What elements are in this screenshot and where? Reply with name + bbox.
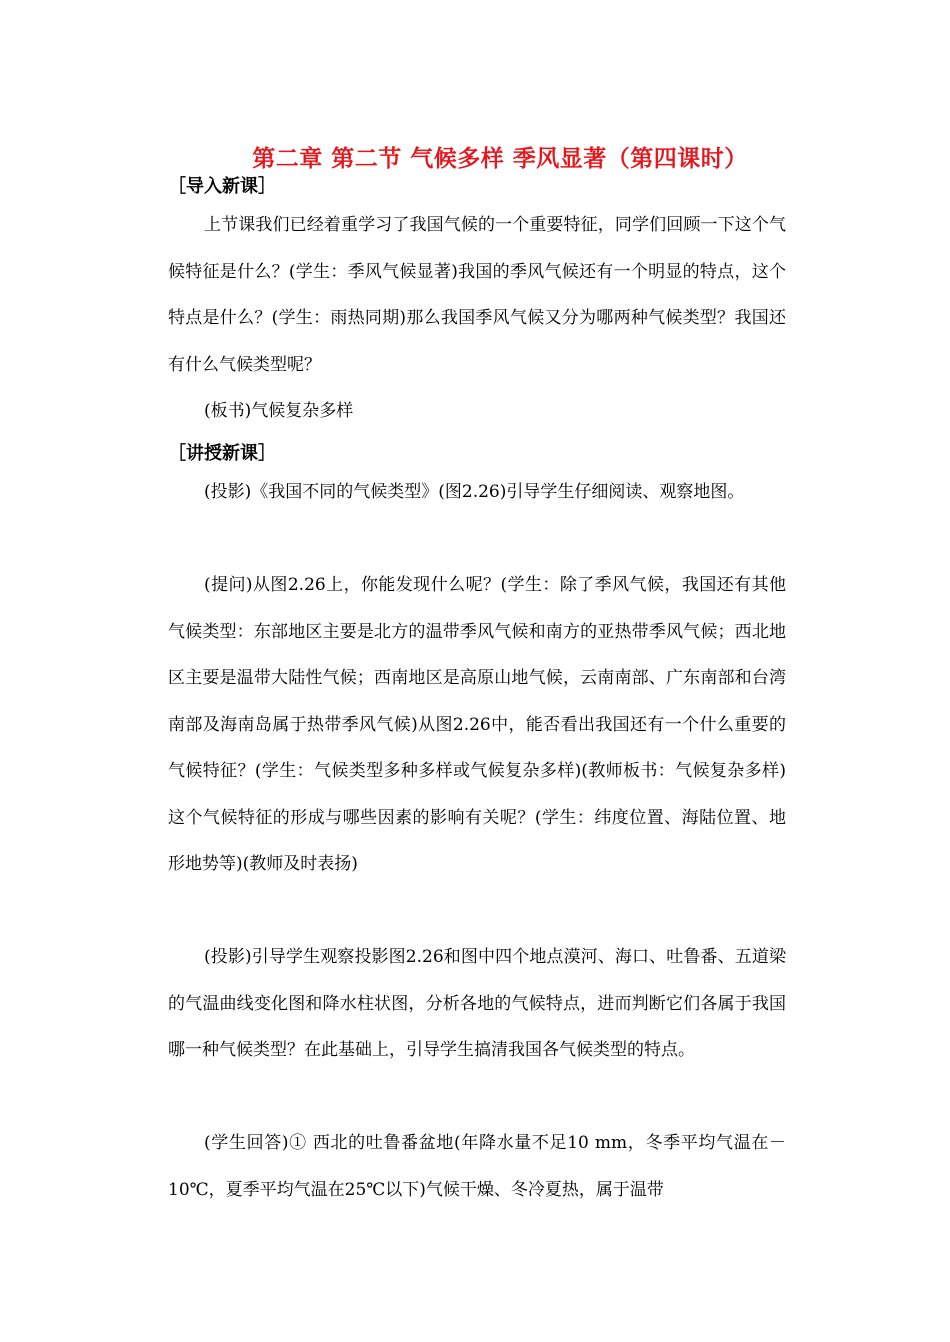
section-heading-intro: ［导入新课］ <box>168 176 276 197</box>
page-title: 第二章 第二节 气候多样 季风显著（第四课时） <box>252 146 748 172</box>
paragraph-projection-1: (投影)《我国不同的气候类型》(图2.26)引导学生仔细阅读、观察地图。 <box>204 482 745 502</box>
paragraph-intro: 上节课我们已经着重学习了我国气候的一个重要特征，同学们回顾一下这个气候特征是什么？(学生：季风气候显著)我国的季风气候还有一个明显的特点，这个特点是什么？(学生：雨热同期)那么我国季风气候又分为哪两种气候类型？我国还有什么气候类型呢？ <box>168 215 786 375</box>
paragraph-question: (提问)从图2.26上，你能发现什么呢？(学生：除了季风气候，我国还有其他气候类型：东部地区主要是北方的温带季风气候和南方的亚热带季风气候；西北地区主要是温带大陆性气候；西南地区是高原山地气候，云南南部、广东南部和台湾南部及海南岛属于热带季风气候)从图2.26中，能否看出我国还有一个什么重要的气候特征？(学生：气候类型多种多样或气候复杂多样)(教师板书：气候复杂多样)这个气候特征的形成与哪些因素的影响有关呢？(学生：纬度位置、海陆位置、地形地势等)(教师及时表扬) <box>168 575 786 874</box>
paragraph-student-answer: (学生回答)① 西北的吐鲁番盆地(年降水量不足10 mm，冬季平均气温在－10℃，夏季平均气温在25℃以下)气候干燥、冬冷夏热，属于温带 <box>168 1133 786 1200</box>
paragraph-blackboard: (板书)气候复杂多样 <box>204 401 354 421</box>
section-heading-lecture: ［讲授新课］ <box>168 443 276 464</box>
paragraph-projection-2: (投影)引导学生观察投影图2.26和图中四个地点漠河、海口、吐鲁番、五道梁的气温曲线变化图和降水柱状图，分析各地的气候特点，进而判断它们各属于我国哪一种气候类型？在此基础上，引导学生搞清我国各气候类型的特点。 <box>168 947 786 1060</box>
